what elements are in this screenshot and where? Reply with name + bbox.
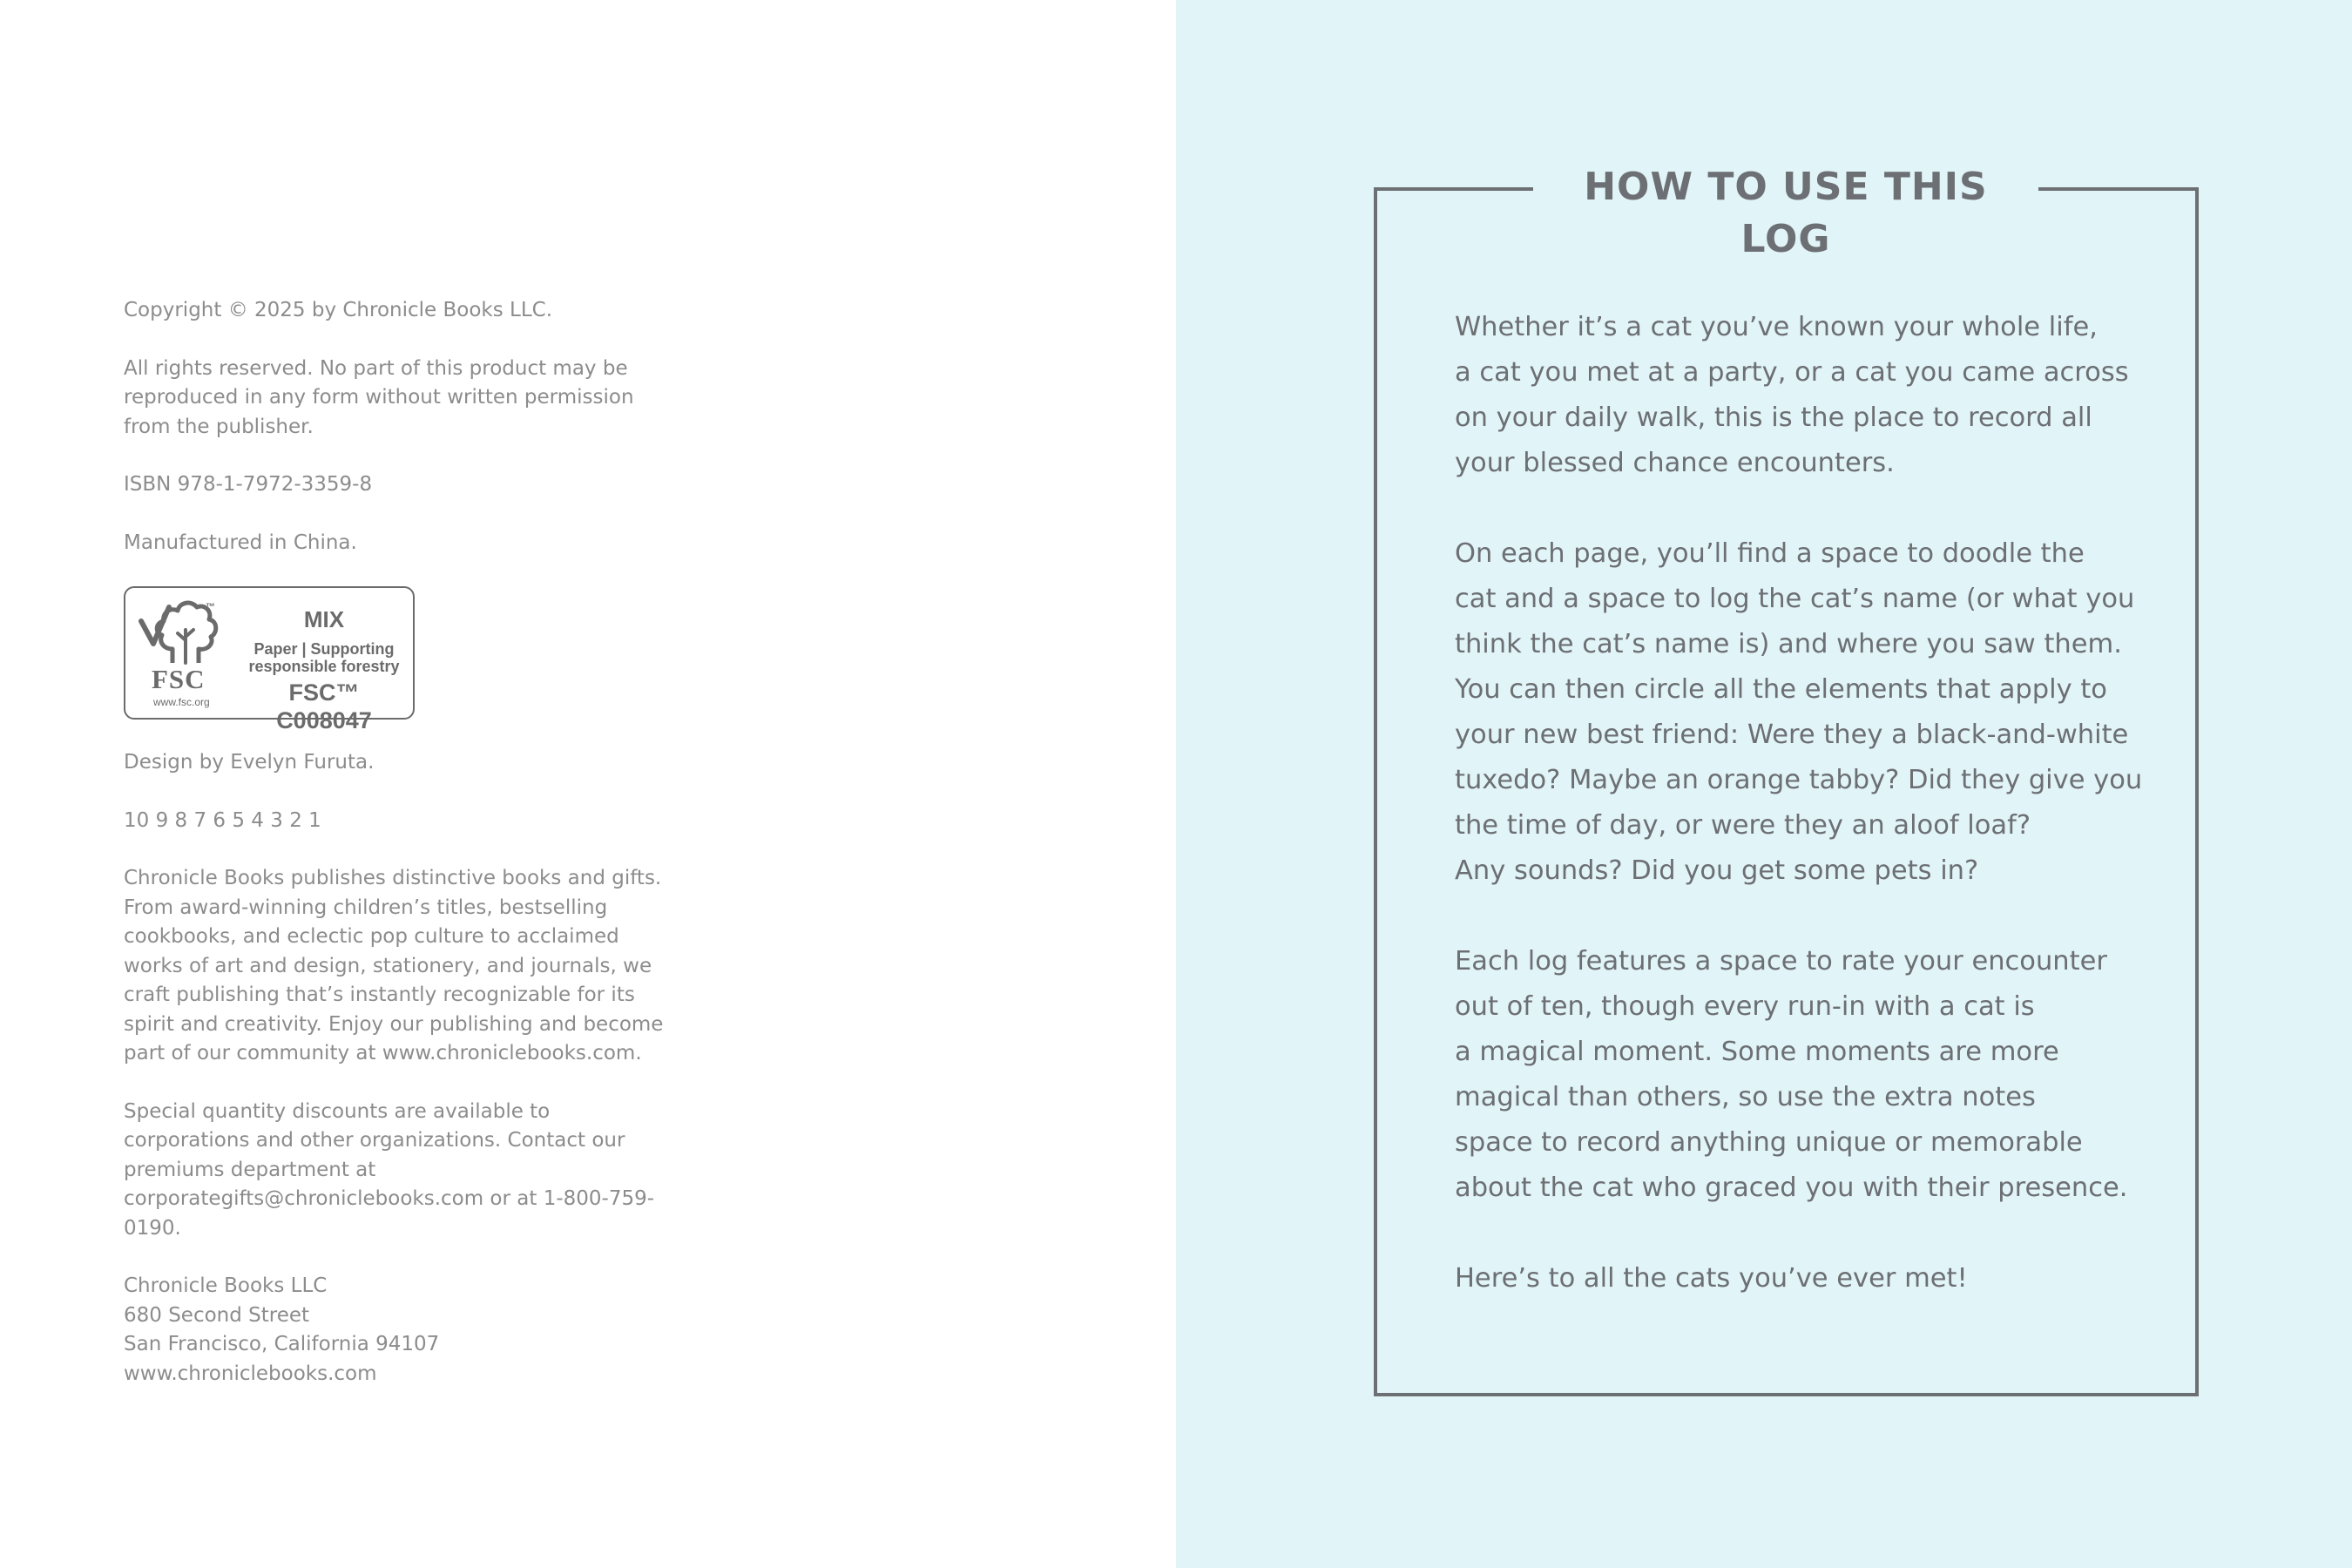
copyright-page — [124, 296, 681, 1417]
text-line: think the cat’s name is) and where you saw them. — [1455, 629, 2122, 659]
publisher-about: Chronicle Books publishes distinctive books and gifts. From award-winning children’s titles, bestselling cookbooks, and eclectic pop culture to acclaimed works of art and design, stationery, and journals, we craft publishing that’s instantly recognizable for its spirit and creativity. Enjoy our publishing and become part of our community at www.chroniclebooks.com. — [124, 867, 664, 1064]
copyright-notice: Copyright © 2025 by Chronicle Books LLC. — [124, 299, 553, 321]
rights-statement: All rights reserved. No part of this product may be reproduced in any form without written permission from the publisher. — [124, 356, 634, 438]
text-line: about the cat who graced you with their presence. — [1455, 1173, 2128, 1203]
fsc-license-code: FSC™ C008047 — [276, 679, 372, 733]
instructions-body — [1455, 305, 2143, 1347]
manufacturing-note: Manufactured in China. — [124, 531, 357, 554]
text-line: Each log features a space to rate your encounter — [1455, 946, 2107, 977]
printing-line: 10 9 8 7 6 5 4 3 2 1 — [124, 808, 321, 832]
address-street: 680 Second Street — [124, 1303, 310, 1327]
fsc-website: www.fsc.org — [153, 696, 210, 708]
text-line: Any sounds? Did you get some pets in? — [1455, 855, 1979, 886]
instructions-paragraph-3 — [1455, 939, 2143, 1211]
address-city: San Francisco, California 94107 — [124, 1333, 440, 1355]
instructions-paragraph-2 — [1455, 531, 2143, 894]
publisher-address — [124, 1272, 681, 1389]
design-credit: Design by Evelyn Furuta. — [124, 751, 375, 774]
text-line: out of ten, though every run-in with a cat is — [1455, 991, 2035, 1022]
text-line: a magical moment. Some moments are more — [1455, 1037, 2059, 1067]
text-line: your new best friend: Were they a black-and-white — [1455, 720, 2129, 750]
fsc-claim-line-1: Paper | Supporting — [253, 640, 395, 658]
fsc-tree-check-icon — [138, 595, 235, 666]
text-line: cat and a space to log the cat’s name (or what you — [1455, 584, 2135, 614]
text-line: the time of day, or were they an aloof loaf? — [1455, 810, 2031, 841]
special-sales-notice: Special quantity discounts are available to corporations and other organizations. Contact our premiums department at corporategifts@chroniclebooks.com or at 1-800-759-0190. — [124, 1099, 655, 1240]
text-line: on your daily walk, this is the place to record all — [1455, 402, 2092, 433]
text-line: Here’s to all the cats you’ve ever met! — [1455, 1263, 1968, 1294]
text-line: space to record anything unique or memorable — [1455, 1127, 2083, 1158]
text-line: On each page, you’ll find a space to doodle the — [1455, 538, 2085, 569]
fsc-claim-line-2: responsible forestry — [248, 658, 400, 675]
isbn: ISBN 978-1-7972-3359-8 — [124, 473, 373, 496]
fsc-claim — [239, 605, 409, 734]
fsc-trademark: ™ — [206, 602, 215, 612]
text-line: You can then circle all the elements that apply to — [1455, 674, 2107, 705]
address-website: www.chroniclebooks.com — [124, 1362, 377, 1385]
instructions-closing — [1455, 1256, 2143, 1301]
text-line: a cat you met at a party, or a cat you came across — [1455, 357, 2129, 388]
text-line: Whether it’s a cat you’ve known your whole life, — [1455, 312, 2098, 342]
address-company: Chronicle Books LLC — [124, 1274, 328, 1297]
fsc-mix-label: MIX — [303, 606, 345, 632]
instructions-title: HOW TO USE THIS LOG — [1533, 161, 2038, 266]
fsc-wordmark: FSC — [152, 664, 206, 694]
instructions-paragraph-1 — [1455, 305, 2143, 486]
text-line: magical than others, so use the extra notes — [1455, 1082, 2036, 1112]
text-line: your blessed chance encounters. — [1455, 448, 1895, 478]
text-line: tuxedo? Maybe an orange tabby? Did they give you — [1455, 765, 2143, 795]
fsc-certification-logo — [124, 586, 415, 733]
